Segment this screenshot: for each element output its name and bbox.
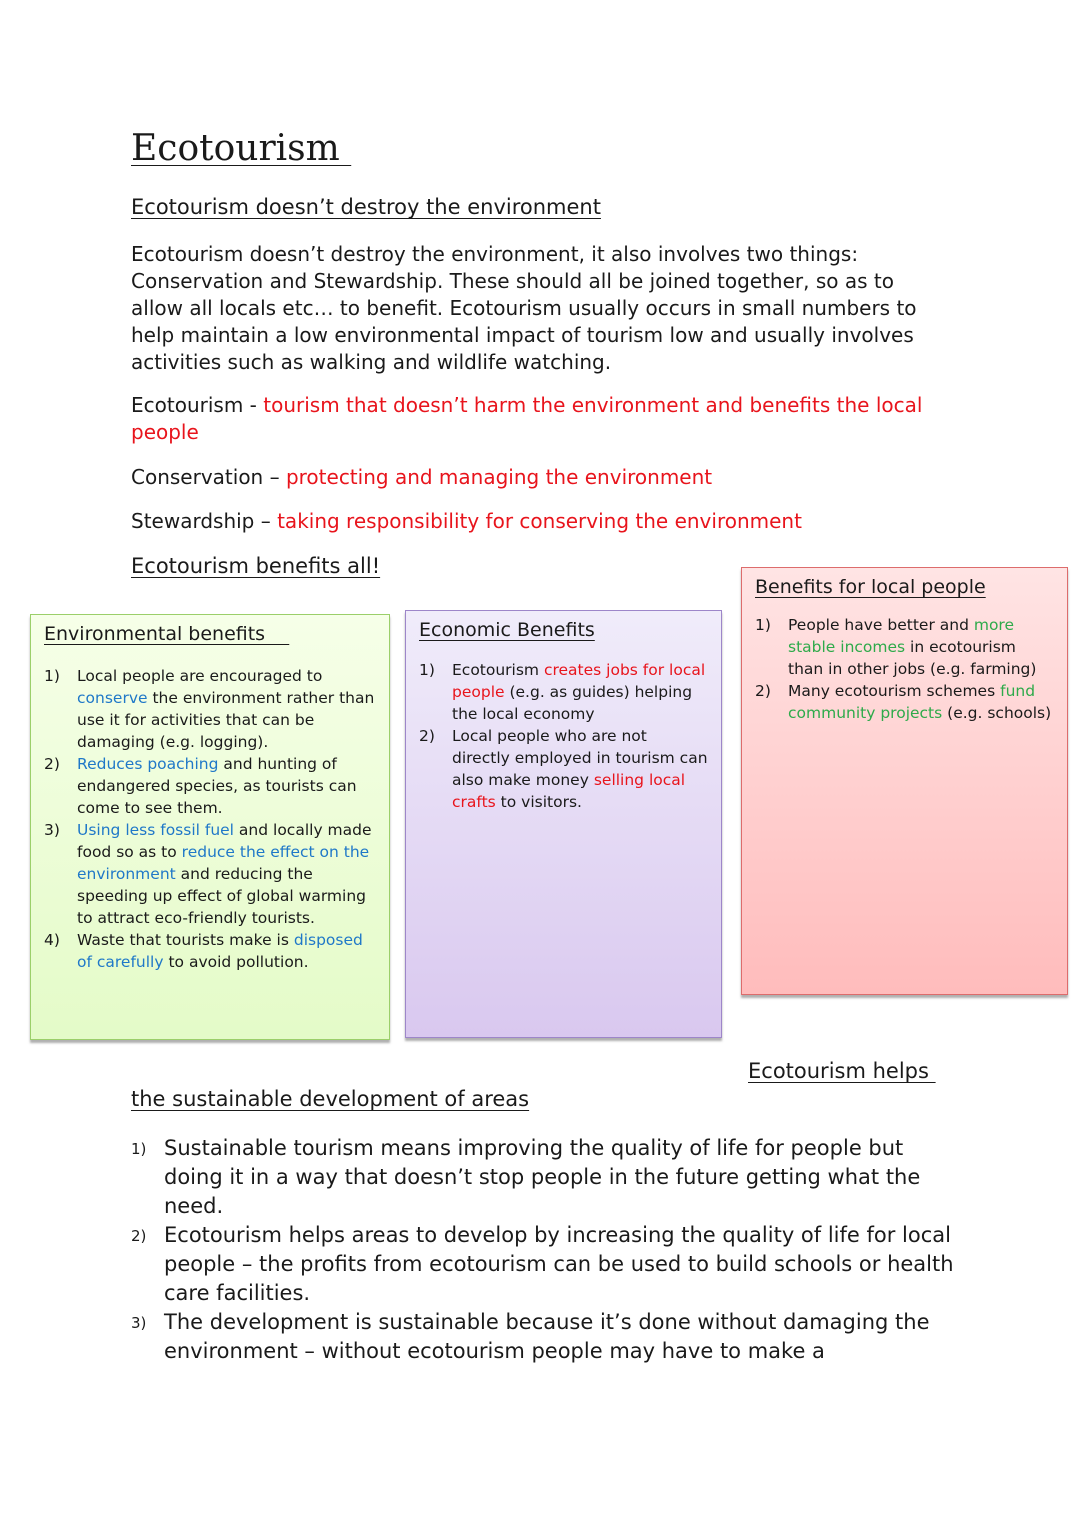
list-text: (e.g. as guides) helping the local economy bbox=[452, 683, 693, 723]
highlighted-text: more stable incomes bbox=[788, 616, 1014, 656]
list-item bbox=[131, 1308, 961, 1366]
list-text: to avoid pollution. bbox=[163, 953, 309, 971]
local-benefits-list bbox=[755, 614, 1055, 724]
list-item bbox=[44, 665, 377, 753]
list-text: Sustainable tourism means improving the quality of life for people but doing it in a way that doesn’t stop people in the future getting what the need. bbox=[164, 1136, 921, 1218]
definition-meaning: protecting and managing the environment bbox=[285, 465, 713, 489]
highlighted-text: Reduces poaching bbox=[77, 755, 219, 773]
local-benefits-title: Benefits for local people bbox=[755, 576, 986, 598]
highlighted-text: fund community projects bbox=[788, 682, 1036, 722]
list-number: 1) bbox=[44, 667, 60, 685]
list-item bbox=[755, 680, 1055, 724]
list-text: People have better and bbox=[788, 616, 974, 634]
list-text: Many ecotourism schemes bbox=[788, 682, 1001, 700]
list-text: Waste that tourists make is bbox=[77, 931, 294, 949]
definition-term: Stewardship – bbox=[131, 509, 278, 533]
list-item bbox=[419, 659, 709, 725]
list-item bbox=[44, 929, 377, 973]
definition-term: Ecotourism - bbox=[131, 393, 264, 417]
definition-term: Conservation – bbox=[131, 465, 286, 489]
list-text: the environment rather than use it for activities that can be damaging (e.g. logging). bbox=[77, 689, 375, 751]
sustainable-development-list bbox=[131, 1134, 961, 1366]
definition-ecotourism bbox=[131, 392, 931, 446]
economic-benefits-box bbox=[405, 610, 722, 1038]
economic-benefits-list bbox=[419, 659, 709, 813]
definition-meaning: taking responsibility for conserving the environment bbox=[277, 509, 802, 533]
highlighted-text: conserve bbox=[77, 689, 148, 707]
definition-meaning: tourism that doesn’t harm the environment and benefits the local people bbox=[131, 393, 923, 444]
list-number: 1) bbox=[131, 1140, 147, 1158]
definition-stewardship bbox=[131, 508, 931, 535]
list-text: Ecotourism helps areas to develop by increasing the quality of life for local people – the profits from ecotourism can be used to build schools or health care facilities. bbox=[164, 1223, 954, 1305]
section-heading-sustainable-part2: the sustainable development of areas bbox=[131, 1087, 530, 1111]
list-number: 2) bbox=[755, 682, 771, 700]
highlighted-text: creates jobs for local people bbox=[452, 661, 706, 701]
environmental-benefits-list bbox=[44, 665, 377, 973]
list-number: 1) bbox=[755, 616, 771, 634]
list-item bbox=[131, 1134, 961, 1221]
intro-paragraph: Ecotourism doesn’t destroy the environment, it also involves two things: Conservation and Stewardship. These should all be joined together, so as to allow all locals etc… to benefit. Ecotourism usually occurs in small numbers to help maintain a low environmental impact of tourism low and usually involves activities such as walking and wildlife watching. bbox=[131, 242, 917, 374]
highlighted-text: selling local crafts bbox=[452, 771, 686, 811]
list-text: The development is sustainable because it’s done without damaging the environment – without ecotourism people may have to make a bbox=[164, 1310, 930, 1363]
list-number: 3) bbox=[44, 821, 60, 839]
list-text: Local people are encouraged to bbox=[77, 667, 323, 685]
definition-conservation bbox=[131, 464, 931, 491]
list-text: Local people who are not directly employed in tourism can also make money bbox=[452, 727, 708, 789]
list-text: and hunting of endangered species, as tourists can come to see them. bbox=[77, 755, 357, 817]
list-item bbox=[131, 1221, 961, 1308]
local-benefits-box bbox=[741, 567, 1068, 995]
list-item bbox=[44, 753, 377, 819]
highlighted-text: disposed of carefully bbox=[77, 931, 363, 971]
environmental-benefits-box bbox=[30, 614, 390, 1040]
list-number: 2) bbox=[131, 1227, 147, 1245]
page-title: Ecotourism bbox=[131, 128, 352, 169]
section-heading-benefits-all: Ecotourism benefits all! bbox=[131, 554, 381, 578]
section-heading-sustainable-part1: Ecotourism helps bbox=[748, 1059, 936, 1083]
list-number: 1) bbox=[419, 661, 435, 679]
environmental-benefits-title: Environmental benefits bbox=[44, 623, 290, 645]
list-text: in ecotourism than in other jobs (e.g. farming) bbox=[788, 638, 1037, 678]
highlighted-text: Using less fossil fuel bbox=[77, 821, 234, 839]
list-item bbox=[419, 725, 709, 813]
list-number: 4) bbox=[44, 931, 60, 949]
list-text: and reducing the speeding up effect of global warming to attract eco-friendly tourists. bbox=[77, 865, 366, 927]
list-number: 2) bbox=[44, 755, 60, 773]
list-text: Ecotourism bbox=[452, 661, 544, 679]
list-item bbox=[755, 614, 1055, 680]
list-number: 3) bbox=[131, 1314, 147, 1332]
list-number: 2) bbox=[419, 727, 435, 745]
highlighted-text: reduce the effect on the environment bbox=[77, 843, 370, 883]
list-text: (e.g. schools) bbox=[942, 704, 1052, 722]
section-heading-not-destroy: Ecotourism doesn’t destroy the environment bbox=[131, 195, 601, 219]
list-text: to visitors. bbox=[495, 793, 582, 811]
list-item bbox=[44, 819, 377, 929]
list-text: and locally made food so as to bbox=[77, 821, 372, 861]
economic-benefits-title: Economic Benefits bbox=[419, 619, 595, 641]
